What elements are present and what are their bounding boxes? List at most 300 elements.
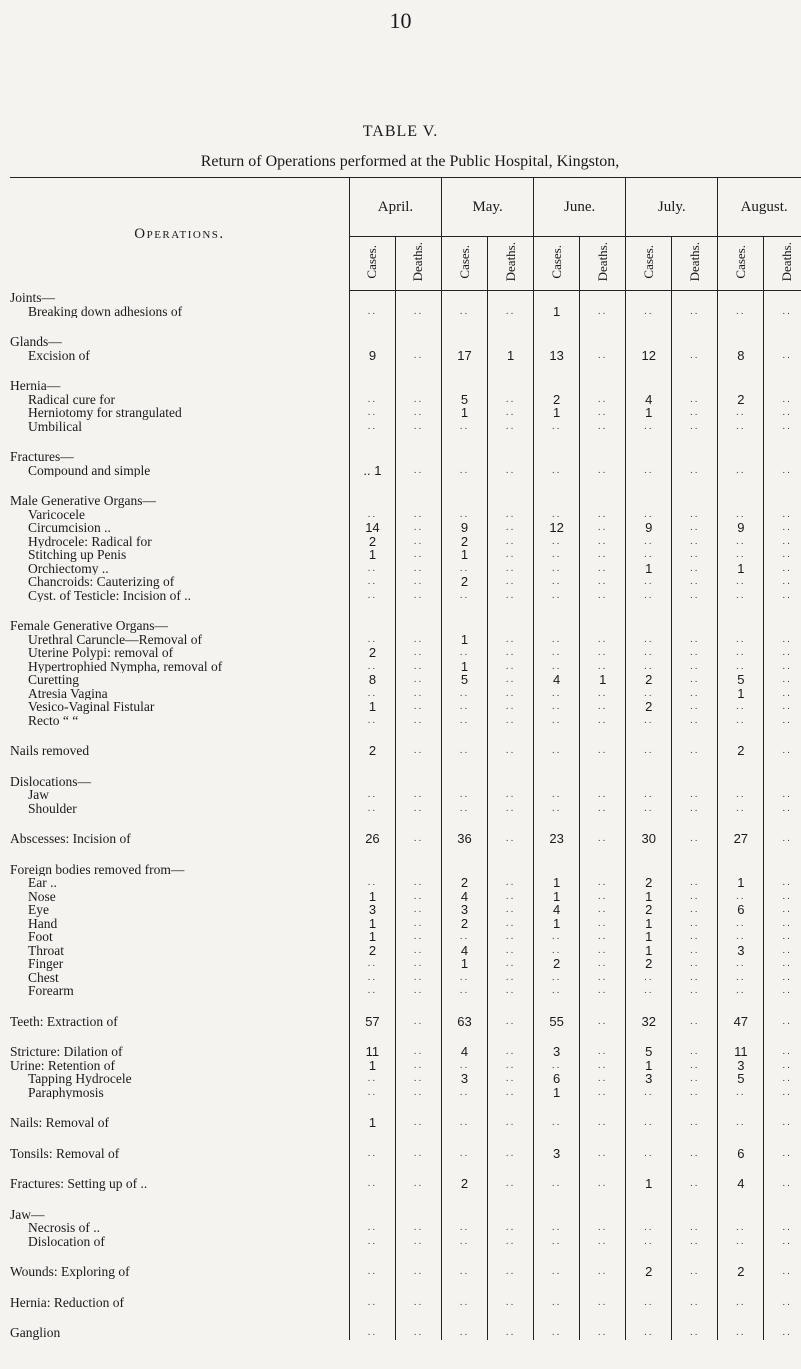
spacer-cell [488,362,534,379]
spacer-cell [534,815,580,832]
cases-cell: .. [349,575,395,589]
deaths-cell: .. [764,903,801,917]
spacer-cell [626,758,672,775]
deaths-cell: .. [580,832,626,846]
deaths-cell: .. [580,1015,626,1029]
empty-cell [580,379,626,393]
spacer-cell [349,362,395,379]
deaths-cell: .. [395,1015,441,1029]
deaths-cell: .. [395,305,441,319]
spacer-cell [349,433,395,450]
deaths-cell: .. [764,535,801,549]
operation-label: Fractures— [10,450,74,464]
cases-cell: .. [626,633,672,647]
cases-cell: .. [534,535,580,549]
deaths-cell: .. [764,633,801,647]
cases-cell: .. [534,589,580,603]
deaths-cell: .. [672,1045,718,1059]
table-row [10,508,801,522]
cases-cell: .. [442,1221,488,1235]
deaths-cell: 1 [580,673,626,687]
deaths-cell: .. [764,1296,801,1310]
deaths-cell: .. [395,957,441,971]
deaths-cell: .. [580,957,626,971]
spacer-cell [10,1028,349,1045]
cases-cell: .. [718,464,764,478]
deaths-cell: .. [672,646,718,660]
empty-cell [534,291,580,305]
cases-cell: 6 [718,1147,764,1161]
column-header-label: Cases. [640,244,656,279]
deaths-cell: .. [580,930,626,944]
table-row [10,633,801,647]
operation-label: Foot [28,930,53,944]
cases-cell: 3 [442,1072,488,1086]
spacer-cell [672,318,718,335]
deaths-cell: .. [672,1116,718,1130]
operation-label: Hernia: Reduction of [10,1295,124,1309]
cases-cell: .. [534,420,580,434]
cases-cell: 4 [442,944,488,958]
deaths-cell: .. [672,1015,718,1029]
deaths-cell: .. [580,1221,626,1235]
spacer-cell [349,998,395,1015]
deaths-cell: .. [764,508,801,522]
cases-cell: .. [442,305,488,319]
deaths-cell: .. [488,1235,534,1249]
cases-cell: 4 [442,890,488,904]
deaths-cell: .. [580,548,626,562]
spacer-cell [534,1309,580,1326]
cases-cell: .. [534,1059,580,1073]
section-row [10,1177,801,1191]
cases-cell: 2 [718,744,764,758]
spacer-cell [626,998,672,1015]
cases-cell: .. [626,589,672,603]
spacer-cell [672,433,718,450]
spacer-cell [534,362,580,379]
spacer-cell [764,758,801,775]
deaths-cell: .. [672,393,718,407]
deaths-cell: .. [488,802,534,816]
deaths-cell: .. [672,589,718,603]
deaths-cell: .. [672,700,718,714]
spacer-cell [10,362,349,379]
cases-cell: 2 [442,575,488,589]
cases-cell: 2 [349,944,395,958]
cases-cell: 1 [626,930,672,944]
spacer-cell [349,318,395,335]
deaths-cell: .. [488,903,534,917]
cases-cell: .. [718,700,764,714]
spacer-cell [395,1191,441,1208]
table-row [10,971,801,985]
empty-cell [534,863,580,877]
cases-cell: 32 [626,1015,672,1029]
spacer-cell [10,846,349,863]
spacer-cell [764,1130,801,1147]
spacer-cell [580,758,626,775]
spacer-cell [672,758,718,775]
spacer-cell [580,998,626,1015]
cases-cell: .. [534,930,580,944]
cases-cell: .. [534,744,580,758]
deaths-cell: .. [395,917,441,931]
deaths-cell: .. [672,420,718,434]
cases-cell: .. [349,1221,395,1235]
cases-cell: .. [626,646,672,660]
cases-cell: .. [718,508,764,522]
cases-cell: 1 [626,1059,672,1073]
deaths-cell: .. [395,788,441,802]
empty-cell [672,379,718,393]
deaths-cell: .. [580,744,626,758]
spacer-cell [442,1309,488,1326]
spacer-cell [349,1191,395,1208]
deaths-cell: .. [580,917,626,931]
deaths-cell: .. [488,521,534,535]
spacer-cell [626,318,672,335]
spacer-cell [10,318,349,335]
cases-cell: 11 [349,1045,395,1059]
spacer-cell [764,998,801,1015]
empty-cell [626,775,672,789]
empty-cell [349,775,395,789]
cases-cell: .. [442,589,488,603]
deaths-cell: .. [580,420,626,434]
cases-cell: .. [349,984,395,998]
cases-cell: .. [534,508,580,522]
spacer-cell [626,815,672,832]
empty-cell [488,494,534,508]
deaths-cell: .. [395,575,441,589]
deaths-cell: .. [395,714,441,728]
cases-cell: 4 [534,903,580,917]
deaths-cell: .. [764,1116,801,1130]
empty-cell [672,494,718,508]
cases-cell: 1 [349,930,395,944]
spacer-cell [718,1099,764,1116]
table-row [10,1221,801,1235]
deaths-cell: .. [395,1116,441,1130]
spacer-cell [349,1130,395,1147]
deaths-cell: .. [395,508,441,522]
empty-cell [442,619,488,633]
deaths-cell: .. [488,917,534,931]
empty-cell [442,379,488,393]
table-row [10,464,801,478]
cases-cell: .. [534,562,580,576]
empty-cell [349,863,395,877]
cases-cell: .. [626,1086,672,1100]
empty-cell [626,1208,672,1222]
spacer-cell [672,362,718,379]
cases-cell: .. [442,1235,488,1249]
spacer-cell [764,362,801,379]
month-header-row [10,178,801,237]
spacer-row [10,1028,801,1045]
deaths-cell: .. [672,890,718,904]
cases-cell: .. [718,1116,764,1130]
spacer-cell [672,1248,718,1265]
spacer-cell [672,477,718,494]
cases-cell: .. [442,1326,488,1340]
operation-label: Curetting [28,673,79,687]
spacer-row [10,318,801,335]
spacer-cell [488,433,534,450]
empty-cell [764,494,801,508]
cases-cell: 47 [718,1015,764,1029]
operation-label: Recto “ “ [28,713,79,727]
deaths-cell: .. [580,464,626,478]
spacer-cell [10,1099,349,1116]
spacer-cell [534,318,580,335]
spacer-cell [626,1160,672,1177]
empty-cell [349,450,395,464]
spacer-row [10,1099,801,1116]
spacer-cell [395,602,441,619]
empty-cell [534,1208,580,1222]
empty-cell [534,450,580,464]
deaths-cell: .. [488,562,534,576]
operation-label: Umbilical [28,419,82,433]
deaths-cell: .. [395,420,441,434]
cases-cell: .. [349,660,395,674]
operation-label: Eye [28,903,49,917]
deaths-cell: .. [488,1059,534,1073]
spacer-cell [534,998,580,1015]
deaths-cell: .. [488,673,534,687]
deaths-cell: .. [764,802,801,816]
spacer-cell [488,1099,534,1116]
cases-cell: .. [534,575,580,589]
spacer-cell [764,815,801,832]
table-row [10,788,801,802]
cases-cell: 5 [442,393,488,407]
empty-cell [395,291,441,305]
spacer-cell [718,727,764,744]
empty-cell [349,619,395,633]
operation-label: Stitching up Penis [28,548,127,562]
operation-label: Breaking down adhesions of [28,304,183,318]
cases-cell: 3 [534,1045,580,1059]
table-row [10,714,801,728]
deaths-cell: .. [395,944,441,958]
empty-cell [718,335,764,349]
spacer-row [10,1309,801,1326]
operation-label: Necrosis of .. [28,1221,100,1235]
deaths-cell: .. [395,1059,441,1073]
deaths-cell: .. [395,1072,441,1086]
cases-cell: .. [442,687,488,701]
empty-cell [488,291,534,305]
spacer-cell [488,1160,534,1177]
spacer-row [10,1191,801,1208]
deaths-cell: .. [764,1015,801,1029]
table-row [10,673,801,687]
deaths-cell: .. [764,1045,801,1059]
cases-cell: 8 [349,673,395,687]
deaths-cell: .. [764,687,801,701]
column-header-label: Cases. [456,244,472,279]
empty-cell [395,335,441,349]
cases-cell: 3 [442,903,488,917]
section-row [10,744,801,758]
operation-label: Herniotomy for strangulated [28,406,182,420]
cases-cell: 2 [626,700,672,714]
spacer-cell [718,1191,764,1208]
deaths-cell: .. [488,1086,534,1100]
spacer-cell [10,1309,349,1326]
deaths-cell: .. [488,1296,534,1310]
deaths-cell: .. [580,1086,626,1100]
table-row [10,917,801,931]
spacer-cell [10,602,349,619]
empty-cell [580,863,626,877]
empty-cell [626,291,672,305]
cases-cell: 2 [442,876,488,890]
cases-cell: .. [718,957,764,971]
spacer-cell [10,758,349,775]
spacer-cell [626,1130,672,1147]
cases-cell: 1 [626,1177,672,1191]
operation-label: Hypertrophied Nympha, removal of [28,659,223,673]
cases-cell: 57 [349,1015,395,1029]
deaths-cell: .. [488,1116,534,1130]
spacer-cell [395,1309,441,1326]
cases-cell: .. [626,714,672,728]
empty-cell [349,335,395,349]
operation-label: Atresia Vagina [28,686,108,700]
empty-cell [764,863,801,877]
operation-label: Wounds: Exploring of [10,1265,130,1279]
cases-cell: 1 [718,687,764,701]
deaths-cell: .. [764,1265,801,1279]
spacer-cell [534,1279,580,1296]
cases-cell: .. [718,802,764,816]
cases-cell: 27 [718,832,764,846]
empty-cell [442,450,488,464]
cases-cell: .. [349,876,395,890]
deaths-cell: .. [488,464,534,478]
deaths-cell: .. [488,984,534,998]
deaths-cell: .. [672,971,718,985]
cases-cell: .. [626,508,672,522]
spacer-cell [764,477,801,494]
operation-label: Urethral Caruncle—Removal of [28,632,202,646]
cases-cell: .. [626,1147,672,1161]
spacer-cell [580,1099,626,1116]
operation-label: Paraphymosis [28,1085,104,1099]
operation-label: Hydrocele: Radical for [28,534,152,548]
deaths-cell: .. [764,957,801,971]
cases-cell: .. [349,1326,395,1340]
cases-cell: 2 [718,393,764,407]
cases-cell: 36 [442,832,488,846]
spacer-cell [442,1130,488,1147]
deaths-cell: .. [764,349,801,363]
deaths-column-header [488,237,534,291]
empty-cell [534,775,580,789]
operation-label: Compound and simple [28,463,151,477]
cases-cell: 1 [626,944,672,958]
spacer-row [10,815,801,832]
deaths-cell: .. [764,700,801,714]
deaths-cell: .. [580,971,626,985]
spacer-cell [488,1248,534,1265]
operation-label: Dislocation of [28,1234,105,1248]
spacer-cell [718,1028,764,1045]
cases-cell: 1 [718,876,764,890]
spacer-row [10,1160,801,1177]
empty-cell [442,863,488,877]
cases-cell: 1 [349,1116,395,1130]
cases-cell: .. [349,1147,395,1161]
spacer-cell [534,1160,580,1177]
spacer-cell [580,477,626,494]
spacer-cell [626,1191,672,1208]
operation-label: Throat [28,943,64,957]
spacer-cell [534,1099,580,1116]
spacer-cell [764,1099,801,1116]
cases-cell: 1 [442,406,488,420]
cases-cell: .. [626,687,672,701]
table-row [10,349,801,363]
deaths-cell: .. [672,660,718,674]
operation-label: Chancroids: Cauterizing of [28,575,175,589]
table-row [10,393,801,407]
cases-cell: .. [718,1235,764,1249]
cases-cell: .. [534,984,580,998]
operation-label: Nails: Removal of [10,1116,109,1130]
empty-cell [626,863,672,877]
cases-cell: 1 [718,562,764,576]
spacer-cell [488,727,534,744]
cases-cell: .. [349,562,395,576]
cases-cell: 1 [534,890,580,904]
deaths-cell: .. [672,673,718,687]
cases-cell: .. [718,890,764,904]
empty-cell [488,619,534,633]
spacer-cell [395,1160,441,1177]
deaths-cell: .. [395,646,441,660]
spacer-row [10,758,801,775]
cases-cell: 17 [442,349,488,363]
deaths-cell: .. [395,1221,441,1235]
spacer-cell [626,1028,672,1045]
cases-cell: .. [534,788,580,802]
spacer-cell [580,1160,626,1177]
deaths-cell: .. [488,393,534,407]
deaths-cell: .. [488,548,534,562]
spacer-cell [718,1309,764,1326]
spacer-cell [349,1099,395,1116]
spacer-cell [10,727,349,744]
spacer-cell [395,362,441,379]
spacer-cell [672,1160,718,1177]
spacer-cell [534,433,580,450]
spacer-cell [764,1191,801,1208]
spacer-cell [626,362,672,379]
deaths-cell: .. [672,406,718,420]
cases-cell: .. [718,1086,764,1100]
spacer-cell [349,1248,395,1265]
spacer-cell [718,477,764,494]
deaths-cell: 1 [488,349,534,363]
spacer-cell [764,1028,801,1045]
table-row [10,1235,801,1249]
empty-cell [764,1208,801,1222]
